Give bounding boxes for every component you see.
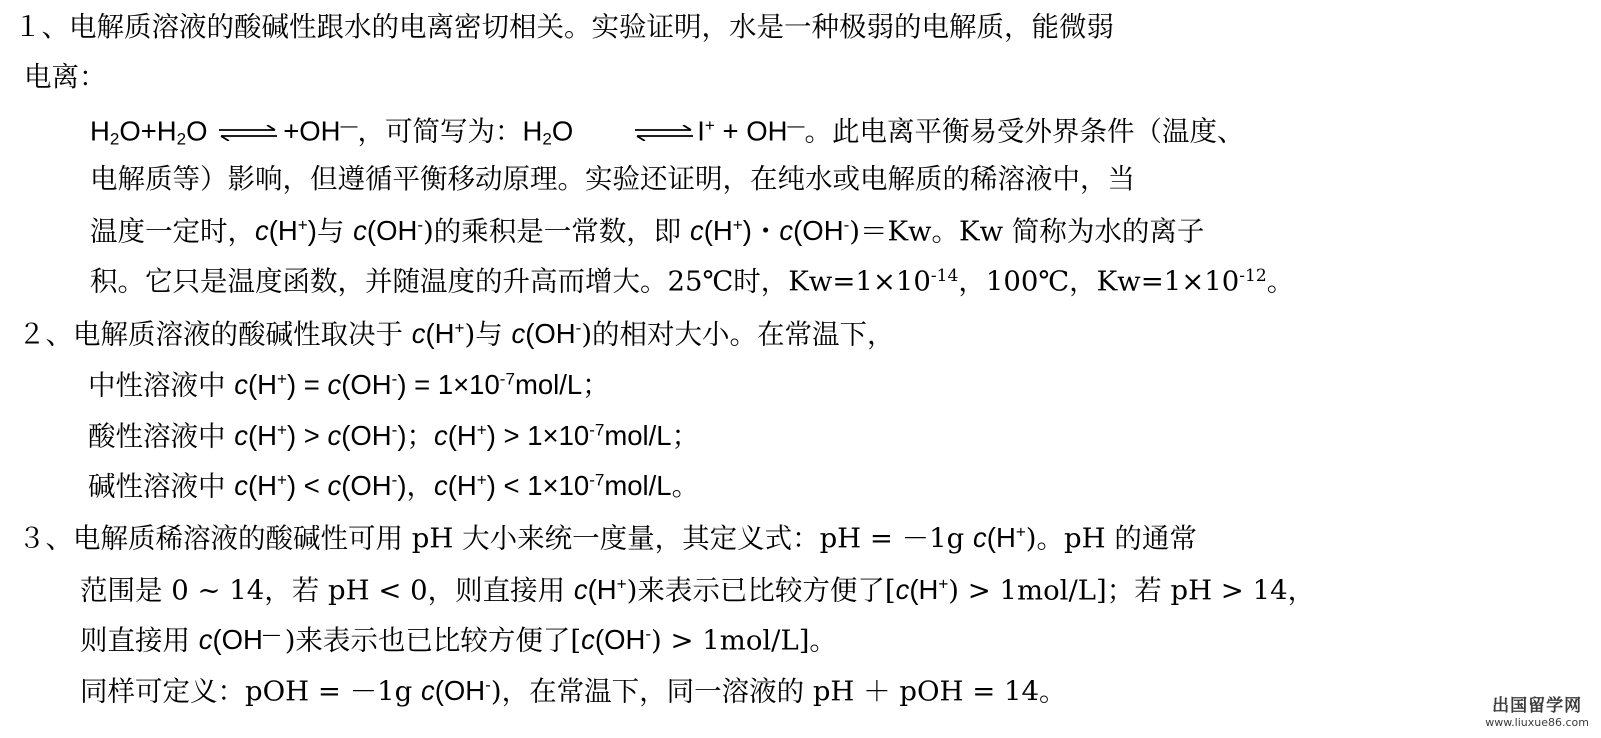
text-segment: ) > 1×10 bbox=[486, 420, 590, 452]
acidic-solution-line bbox=[88, 422, 699, 451]
text-segment: 酸性溶液中 bbox=[88, 420, 235, 453]
ion-oh: (OH bbox=[434, 675, 486, 707]
conc-c: c bbox=[895, 574, 910, 606]
exponent: -7 bbox=[589, 421, 605, 440]
paragraph-1-line-6 bbox=[90, 265, 1295, 298]
text-segment: 积。它只是温度函数，并随温度的升高而增大。25℃时，Kw=1×10 bbox=[90, 265, 931, 298]
text-segment: 范围是 0 ~ 14，若 pH < 0，则直接用 bbox=[80, 574, 574, 607]
conc-c: c bbox=[573, 574, 588, 606]
charge: + bbox=[277, 421, 287, 440]
charge: - bbox=[391, 370, 398, 389]
text-segment: 中性溶液中 bbox=[88, 369, 235, 402]
text-segment: ) < 1×10 bbox=[486, 470, 590, 502]
conc-c: c bbox=[973, 522, 987, 554]
ion-h: (H bbox=[268, 215, 298, 247]
charge: - bbox=[485, 676, 491, 695]
text-segment: 电解质稀溶液的酸碱性可用 pH 大小来统一度量，其定义式：pH = －1g bbox=[73, 522, 974, 555]
exponent: -7 bbox=[589, 471, 605, 490]
ion-h: (H bbox=[425, 318, 455, 350]
ion-oh: (OH bbox=[341, 420, 392, 452]
text-segment: )的乘积是一常数，即 bbox=[423, 215, 690, 248]
text-segment: ) = bbox=[286, 369, 328, 401]
conc-c: c bbox=[327, 470, 342, 502]
text-segment: ) > 1mol/L]。 bbox=[651, 624, 837, 657]
text-segment: mol/L； bbox=[514, 369, 610, 401]
paragraph-number: ３、 bbox=[18, 522, 73, 555]
charge: + bbox=[476, 471, 487, 490]
short-rhs-tail: + OH bbox=[714, 115, 788, 147]
neutral-solution-line bbox=[88, 371, 610, 400]
conc-c: c bbox=[434, 470, 448, 502]
charge: - bbox=[417, 216, 423, 235]
conc-c: c bbox=[421, 675, 435, 707]
charge: + bbox=[1015, 523, 1026, 542]
text-segment: ) < bbox=[286, 470, 328, 502]
watermark-url: www.liuxue86.com bbox=[1485, 716, 1589, 729]
ion-oh: (OH bbox=[212, 624, 263, 656]
paren: ) bbox=[307, 215, 317, 247]
ion-oh: (OH bbox=[525, 318, 576, 350]
ion-h: (H bbox=[587, 574, 617, 606]
paragraph-3-line-1 bbox=[18, 524, 1197, 553]
ion-h: (H bbox=[248, 369, 278, 401]
text-segment: )的相对大小。在常温下， bbox=[581, 318, 895, 351]
paragraph-3-line-3 bbox=[80, 626, 837, 655]
ion-oh: (OH bbox=[341, 369, 392, 401]
text-segment: ) > bbox=[286, 420, 328, 452]
text-segment: )， bbox=[397, 470, 434, 502]
charge: - bbox=[843, 216, 850, 235]
ion-h: (H bbox=[447, 470, 477, 502]
charge: - bbox=[391, 471, 398, 490]
charge: — bbox=[262, 625, 285, 644]
connector: ，可简写为： bbox=[357, 115, 523, 147]
paragraph-number: １、 bbox=[14, 11, 69, 43]
text-segment: mol/L。 bbox=[604, 470, 700, 502]
short-lhs-tail: O bbox=[551, 115, 574, 147]
text-segment: )； bbox=[397, 420, 434, 452]
basic-solution-line bbox=[88, 472, 699, 501]
subscript: 2 bbox=[109, 129, 120, 149]
ion-h: (H bbox=[248, 470, 278, 502]
ionization-equation-line bbox=[90, 117, 1245, 148]
paragraph-1-line-2: 电离： bbox=[24, 61, 107, 93]
text-segment: ) > 1mol/L]；若 pH > 14， bbox=[948, 574, 1316, 607]
short-rhs: I bbox=[697, 115, 705, 147]
charge: + bbox=[732, 216, 743, 235]
paragraph-1-line-4: 电解质等）影响，但遵循平衡移动原理。实验还证明，在纯水或电解质的稀溶液中，当 bbox=[90, 163, 1135, 195]
ion-h: (H bbox=[986, 522, 1016, 554]
after-text: 。此电离平衡易受外界条件（温度、 bbox=[804, 115, 1245, 148]
ion-oh: (OH bbox=[366, 215, 418, 247]
conc-c: c bbox=[779, 215, 794, 247]
text-segment: )来表示也已比较方便了[ bbox=[284, 624, 582, 657]
conc-c: c bbox=[581, 624, 595, 656]
conc-c: c bbox=[434, 420, 448, 452]
reactant-h: H bbox=[90, 115, 110, 147]
text-segment: 。 bbox=[1266, 265, 1295, 298]
conc-c: c bbox=[234, 420, 248, 452]
text-segment: mol/L； bbox=[604, 420, 700, 452]
site-watermark bbox=[1485, 698, 1589, 728]
text-segment: )与 bbox=[464, 318, 512, 351]
text-segment: )・ bbox=[742, 215, 780, 247]
paragraph-2-intro bbox=[18, 320, 895, 349]
text-segment: )＝Kw。Kw 简称为水的离子 bbox=[849, 215, 1205, 248]
ion-h: (H bbox=[447, 420, 477, 452]
charge: + bbox=[297, 216, 308, 235]
conc-c: c bbox=[411, 318, 426, 350]
exponent: -7 bbox=[499, 370, 515, 389]
charge: + bbox=[454, 319, 465, 338]
text-segment: )。pH 的通常 bbox=[1025, 522, 1197, 555]
conc-c: c bbox=[327, 369, 342, 401]
text-segment: 同样可定义：pOH = －1g bbox=[80, 675, 421, 708]
charge: — bbox=[340, 116, 358, 135]
subscript: 2 bbox=[542, 129, 552, 149]
ion-h: (H bbox=[703, 215, 733, 247]
subscript: 2 bbox=[176, 129, 187, 149]
paragraph-3-line-4 bbox=[80, 677, 1067, 706]
charge: - bbox=[645, 625, 651, 644]
ion-h: (H bbox=[909, 574, 939, 606]
paragraph-1-line-5 bbox=[90, 217, 1204, 246]
ion-oh: (OH bbox=[594, 624, 646, 656]
paragraph-1-line-1 bbox=[14, 11, 1114, 43]
equilibrium-arrow-icon bbox=[633, 125, 695, 141]
reactant-tail: O bbox=[186, 115, 208, 147]
exponent: -12 bbox=[1239, 266, 1267, 286]
charge: + bbox=[938, 575, 949, 594]
text-segment: )来表示已比较方便了[ bbox=[626, 574, 896, 607]
ion-oh: (OH bbox=[793, 215, 844, 247]
ion-h: (H bbox=[248, 420, 278, 452]
charge: + bbox=[476, 421, 487, 440]
conc-c: c bbox=[198, 624, 213, 656]
conc-c: c bbox=[353, 215, 367, 247]
text-segment: 碱性溶液中 bbox=[88, 470, 235, 503]
paragraph-number: ２、 bbox=[18, 318, 73, 351]
watermark-text: 出国留学网 bbox=[1492, 696, 1583, 716]
text-segment: ，100℃，Kw=1×10 bbox=[958, 265, 1240, 298]
text-segment: 与 bbox=[316, 215, 354, 248]
charge: — bbox=[787, 116, 805, 135]
conc-c: c bbox=[234, 369, 248, 401]
charge: + bbox=[277, 370, 287, 389]
text-segment: ) = 1×10 bbox=[397, 369, 500, 401]
conc-c: c bbox=[511, 318, 526, 350]
text-segment: 电解质溶液的酸碱性取决于 bbox=[73, 318, 412, 351]
equilibrium-arrow-icon bbox=[217, 125, 279, 141]
exponent: -14 bbox=[930, 266, 959, 286]
conc-c: c bbox=[255, 215, 269, 247]
conc-c: c bbox=[689, 215, 704, 247]
paragraph-3-line-2 bbox=[80, 576, 1315, 605]
charge: + bbox=[277, 471, 287, 490]
text-segment: 温度一定时， bbox=[90, 215, 255, 248]
text-segment: )，在常温下，同一溶液的 pH ＋ pOH = 14。 bbox=[490, 675, 1067, 708]
text-segment: 则直接用 bbox=[80, 624, 199, 657]
charge: + bbox=[704, 116, 715, 135]
text-segment: 电解质溶液的酸碱性跟水的电离密切相关。实验证明，水是一种极弱的电解质，能微弱 bbox=[69, 11, 1114, 43]
charge: + bbox=[616, 575, 627, 594]
charge: - bbox=[575, 319, 582, 338]
conc-c: c bbox=[234, 470, 248, 502]
conc-c: c bbox=[327, 420, 342, 452]
product: +OH bbox=[283, 115, 341, 147]
charge: - bbox=[391, 421, 398, 440]
ion-oh: (OH bbox=[341, 470, 392, 502]
reactant-tail: O+H bbox=[119, 115, 177, 147]
short-lhs: H bbox=[522, 115, 543, 147]
